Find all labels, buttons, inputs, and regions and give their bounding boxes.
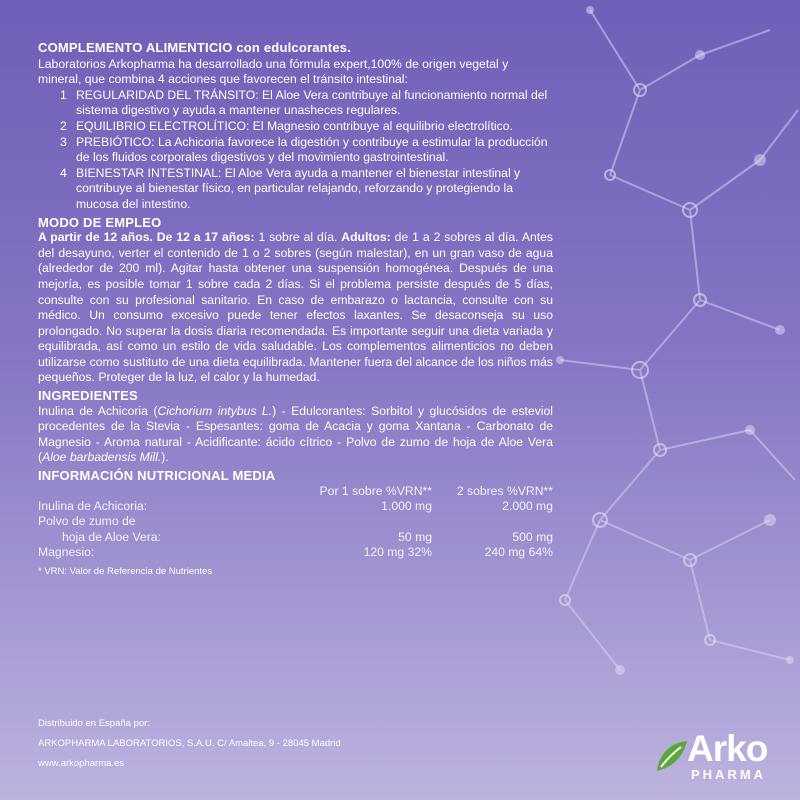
distribution-info	[38, 714, 341, 774]
table-row	[38, 499, 553, 514]
usage-age-label: A partir de 12 años. De 12 a 17 años:	[38, 230, 255, 245]
nutrient-value-1	[262, 514, 432, 529]
action-item	[38, 166, 553, 213]
distribution-label: Distribuido en España por:	[38, 718, 150, 729]
usage-adults-label: Adultos:	[341, 230, 391, 245]
action-number: 2	[60, 118, 67, 133]
actions-list	[38, 88, 553, 213]
ingredients-part1: Inulina de Achicoria (	[38, 403, 158, 418]
logo-subtitle: PHARMA	[691, 767, 767, 782]
nutrient-value-1: 50 mg	[398, 529, 432, 544]
nutrient-value-1: 1.000 mg	[381, 499, 432, 514]
action-number: 1	[60, 87, 67, 102]
table-row	[38, 530, 553, 545]
nutrient-value-2: 240 mg 64%	[484, 545, 553, 560]
intro-heading-rest: con edulcorantes.	[232, 40, 352, 55]
distribution-address: ARKOPHARMA LABORATORIOS, S.A.U. C/ Amaltea, 9 - 28045 Madrid	[38, 738, 341, 749]
nutrient-value-2	[432, 514, 553, 529]
nutrient-value-2: 2.000 mg	[502, 499, 553, 514]
column-header-2-sachets: 2 sobres %VRN**	[456, 483, 553, 498]
logo-wordmark: Arko	[687, 728, 768, 769]
nutrient-name: Magnesio:	[38, 545, 95, 560]
nutrition-table	[38, 484, 553, 561]
action-item	[38, 135, 553, 166]
action-text: REGULARIDAD DEL TRÁNSITO: El Aloe Vera contribuye al funcionamiento normal del sistema digestivo y ayuda a mantener unasheces regulares.	[76, 87, 548, 118]
nutrient-value-1: 120 mg 32%	[363, 545, 432, 560]
action-number: 4	[60, 165, 67, 180]
leaf-icon	[653, 737, 691, 775]
table-header-row	[38, 484, 553, 499]
usage-adults-text: de 1 a 2 sobres al día. Antes del desayuno, verter el contenido de 1 o 2 sobres (según malestar), en un gran vaso de agua (alrededor de 200 ml). Agitar hasta obtener una suspensión homogénea. Después de una mejoría, es posible tomar 1 sobre cada 2 días. Si el problema persiste después de 5 días, consulte con su profesional sanitario. En caso de embarazo o lactancia, consulte con su médico. Un consumo excesivo puede tener efectos laxantes. Se desaconseja su uso prolongado. No superar la dosis diaria recomendada. Es importante seguir una dieta variada y equilibrada, así como un estilo de vida saludable. Los complementos alimenticios no deben utilizarse como sustituto de una dieta equilibrada. Mantener fuera del alcance de los niños más pequeños. Proteger de la luz, el calor y la humedad.	[38, 230, 553, 385]
nutrient-name: Inulina de Achicoria:	[38, 499, 148, 514]
usage-heading: MODO DE EMPLEO	[38, 214, 162, 230]
ingredients-part2: ) - Edulcorantes: Sorbitol y glucósidos de esteviol procedentes de la Stevia - Espesantes: goma de Acacia y goma Xantana - Carbonato de Magnesio - Aroma natural - Acidificante: ácido cítrico - Polvo de zumo de hoja de Aloe Vera (	[38, 403, 553, 465]
action-text: EQUILIBRIO ELECTROLÍTICO: El Magnesio contribuye al equilibrio electrolítico.	[76, 118, 513, 133]
product-text	[38, 40, 553, 579]
action-text: PREBIÓTICO: La Achicoria favorece la digestión y contribuye a estimular la producción de los fluidos corporales digestivos y del movimiento gastrointestinal.	[76, 134, 548, 165]
arkopharma-logo	[653, 728, 773, 782]
column-header-1-sachet: Por 1 sobre %VRN**	[319, 483, 432, 498]
ingredients-paragraph	[38, 404, 553, 466]
intro-paragraph	[38, 40, 553, 88]
nutrient-name: hoja de Aloe Vera:	[62, 529, 161, 544]
vrn-footnote: * VRN: Valor de Referencia de Nutrientes	[38, 565, 213, 577]
intro-heading: COMPLEMENTO ALIMENTICIO	[38, 40, 233, 55]
usage-age-text: 1 sobre al día.	[254, 230, 342, 245]
nutrient-value-2: 500 mg	[512, 529, 553, 544]
ingredients-latin1: Cichorium intybus L.	[157, 403, 273, 418]
ingredients-latin2: Aloe barbadensis Mill.	[42, 450, 162, 465]
nutrition-heading: INFORMACIÓN NUTRICIONAL MEDIA	[38, 468, 276, 484]
ingredients-heading: INGREDIENTES	[38, 388, 138, 404]
table-row	[38, 545, 553, 560]
action-item	[38, 119, 553, 135]
action-text: BIENESTAR INTESTINAL: El Aloe Vera ayuda a mantener el bienestar intestinal y contribuye al bienestar físico, en particular relajando, reforzando y protegiendo la mucosa del intestino.	[76, 165, 521, 211]
action-item	[38, 88, 553, 119]
distribution-website: www.arkopharma.es	[38, 758, 125, 769]
table-row	[38, 514, 553, 529]
usage-paragraph	[38, 230, 553, 386]
intro-text: Laboratorios Arkopharma ha desarrollado una fórmula expert,100% de origen vegetal y mineral, que combina 4 acciones que favorecen el tránsito intestinal:	[38, 56, 509, 87]
action-number: 3	[60, 134, 67, 149]
ingredients-part3: ).	[161, 450, 169, 465]
nutrient-name: Polvo de zumo de	[38, 514, 136, 529]
